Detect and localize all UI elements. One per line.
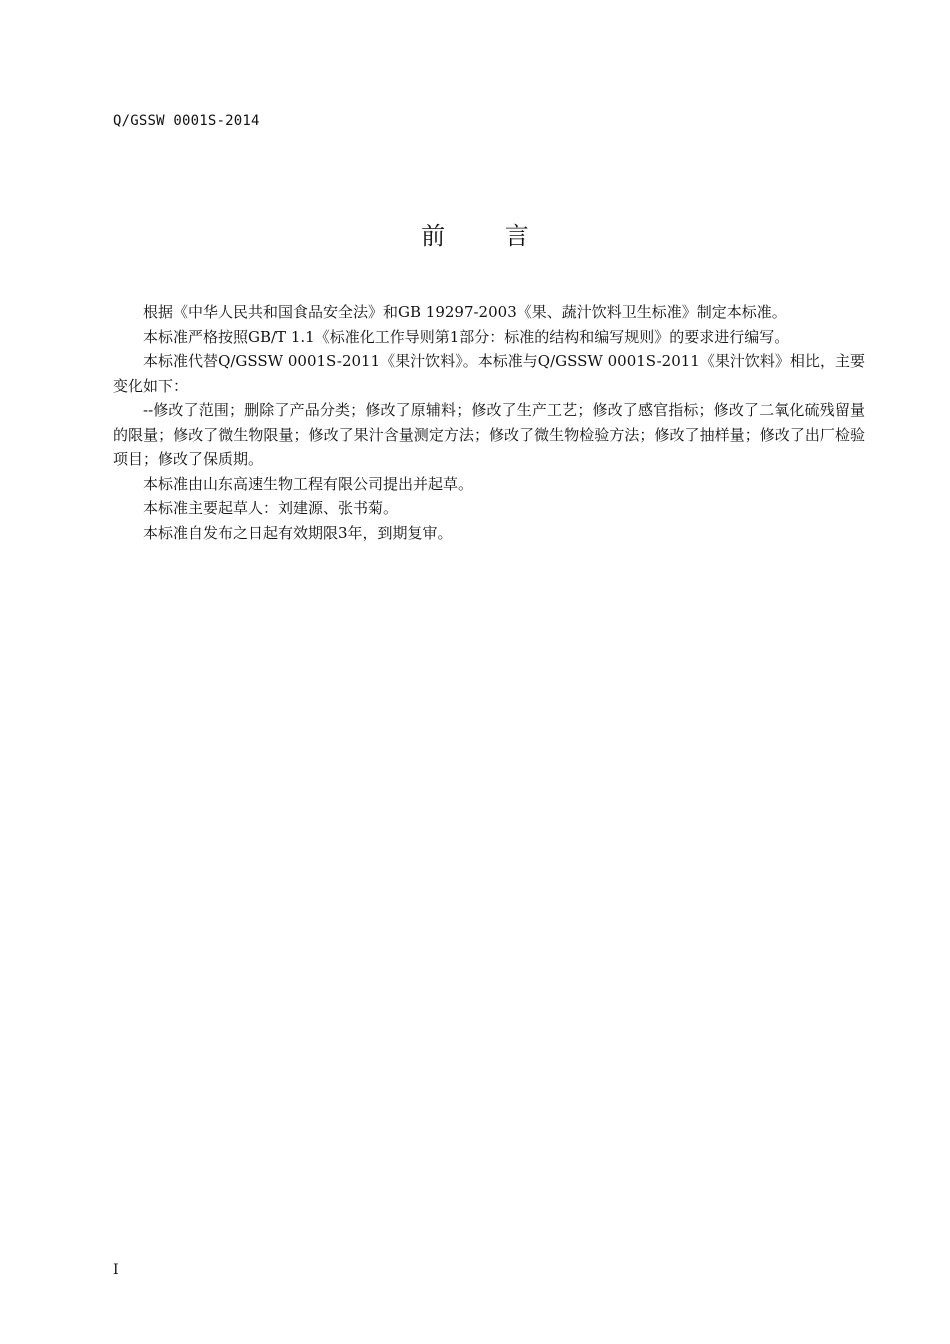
paragraph-drafters: 本标准主要起草人：刘建源、张书菊。 — [143, 499, 399, 517]
paragraph-changes: --修改了范围；删除了产品分类；修改了原辅料；修改了生产工艺；修改了感官指标；修改了二氧化硫残留量的限量；修改了微生物限量；修改了果汁含量测定方法；修改了微生物检验方法；修改了抽样量；修改了出厂检验项目；修改了保质期。 — [113, 401, 865, 468]
preface-body — [113, 300, 865, 545]
paragraph-validity: 本标准自发布之日起有效期限3年，到期复审。 — [143, 523, 453, 542]
standard-code: Q/GSSW 0001S-2014 — [113, 113, 260, 129]
paragraph-basis: 根据《中华人民共和国食品安全法》和GB 19297-2003《果、蔬汁饮料卫生标准》制定本标准。 — [143, 303, 787, 321]
page-number: I — [113, 1262, 119, 1278]
paragraph-proposer: 本标准由山东高速生物工程有限公司提出并起草。 — [143, 474, 474, 493]
page-title: 前 言 — [421, 222, 555, 250]
paragraph-drafting-rules: 本标准严格按照GB/T 1.1《标准化工作导则第1部分：标准的结构和编写规则》的要求进行编写。 — [143, 327, 790, 346]
paragraph-replacement: 本标准代替Q/GSSW 0001S-2011《果汁饮料》。本标准与Q/GSSW 0001S-2011《果汁饮料》相比，主要变化如下： — [113, 352, 865, 395]
